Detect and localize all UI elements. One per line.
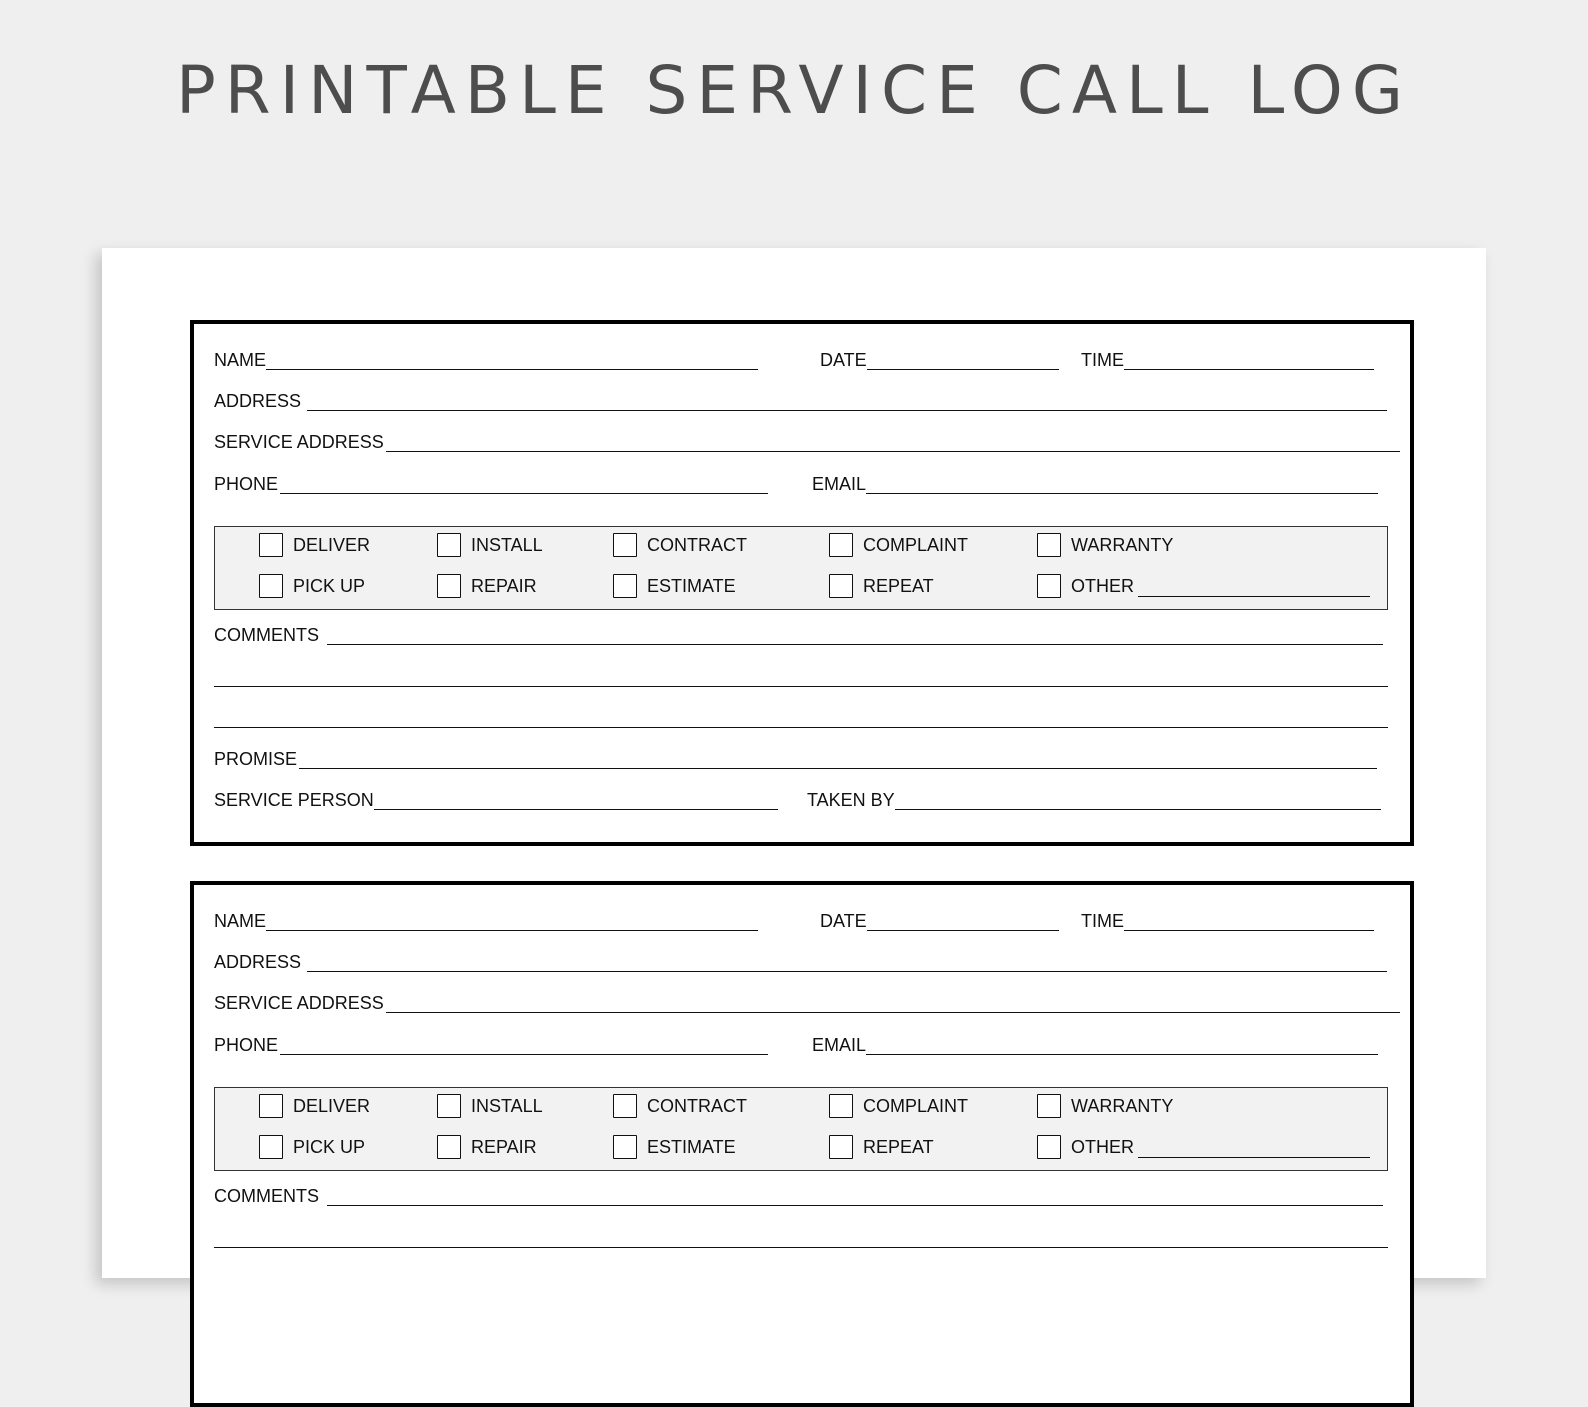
address-label: ADDRESS [214,952,302,972]
other-label: OTHER [1071,1136,1134,1157]
comments-row [214,1178,1383,1208]
install-label: INSTALL [471,1095,543,1116]
complaint-checkbox[interactable] [829,533,853,557]
address-label: ADDRESS [214,391,302,411]
service-person-field[interactable] [374,808,778,810]
comments-field[interactable] [327,1204,1383,1206]
comments-label: COMMENTS [214,1186,319,1206]
estimate-checkbox[interactable] [613,1135,637,1159]
repair-option[interactable] [437,1135,537,1159]
estimate-label: ESTIMATE [647,575,736,596]
pick-up-option[interactable] [259,1135,365,1159]
address-row [214,944,1387,974]
time-field[interactable] [1124,929,1374,931]
taken-by-field[interactable] [895,808,1381,810]
estimate-checkbox[interactable] [613,574,637,598]
complaint-checkbox[interactable] [829,1094,853,1118]
contract-label: CONTRACT [647,1095,747,1116]
service-address-label: SERVICE ADDRESS [214,993,384,1013]
phone-label: PHONE [214,474,279,494]
service-type-panel [214,1087,1388,1171]
install-option[interactable] [437,533,543,557]
deliver-checkbox[interactable] [259,533,283,557]
estimate-label: ESTIMATE [647,1136,736,1157]
address-row [214,383,1387,413]
time-row [1081,342,1374,372]
repair-label: REPAIR [471,575,537,596]
time-label: TIME [1081,350,1124,370]
address-field[interactable] [307,409,1387,411]
contract-option[interactable] [613,533,747,557]
complaint-label: COMPLAINT [863,1095,969,1116]
repeat-label: REPEAT [863,575,934,596]
service-address-row [214,985,1400,1015]
date-row [820,903,1059,933]
name-row [214,903,758,933]
phone-label: PHONE [214,1035,279,1055]
repeat-checkbox[interactable] [829,574,853,598]
email-label: EMAIL [812,1035,867,1055]
contract-label: CONTRACT [647,534,747,555]
service-address-field[interactable] [386,1011,1400,1013]
repeat-checkbox[interactable] [829,1135,853,1159]
other-label: OTHER [1071,575,1134,596]
install-option[interactable] [437,1094,543,1118]
contract-checkbox[interactable] [613,533,637,557]
complaint-label: COMPLAINT [863,534,969,555]
other-checkbox[interactable] [1037,574,1061,598]
date-field[interactable] [867,929,1059,931]
other-field[interactable] [1138,1156,1370,1158]
email-row [812,1027,1378,1057]
phone-field[interactable] [280,492,768,494]
estimate-option[interactable] [613,1135,736,1159]
complaint-option[interactable] [829,1094,968,1118]
comments-field[interactable] [327,643,1383,645]
estimate-option[interactable] [613,574,736,598]
name-field[interactable] [266,929,758,931]
warranty-label: WARRANTY [1071,534,1174,555]
warranty-checkbox[interactable] [1037,533,1061,557]
promise-row [214,741,1377,771]
service-address-row [214,424,1400,454]
other-checkbox[interactable] [1037,1135,1061,1159]
deliver-label: DELIVER [293,534,371,555]
repair-option[interactable] [437,574,537,598]
email-row [812,466,1378,496]
other-field[interactable] [1138,595,1370,597]
deliver-label: DELIVER [293,1095,371,1116]
deliver-checkbox[interactable] [259,1094,283,1118]
phone-row [214,1027,768,1057]
name-label: NAME [214,911,267,931]
service-person-label: SERVICE PERSON [214,790,374,810]
promise-label: PROMISE [214,749,298,769]
deliver-option[interactable] [259,1094,370,1118]
repair-label: REPAIR [471,1136,537,1157]
comments-line-2[interactable] [214,1247,1388,1248]
repair-checkbox[interactable] [437,1135,461,1159]
phone-row [214,466,768,496]
install-label: INSTALL [471,534,543,555]
other-option[interactable] [1037,574,1370,598]
service-person-row [214,782,778,812]
pick-up-checkbox[interactable] [259,574,283,598]
pick-up-label: PICK UP [293,1136,366,1157]
email-label: EMAIL [812,474,867,494]
comments-line-3[interactable] [214,727,1388,728]
time-field[interactable] [1124,368,1374,370]
comments-label: COMMENTS [214,625,319,645]
date-label: DATE [820,350,867,370]
address-field[interactable] [307,970,1387,972]
pick-up-checkbox[interactable] [259,1135,283,1159]
service-call-entry-2 [190,881,1414,1407]
warranty-label: WARRANTY [1071,1095,1174,1116]
complaint-option[interactable] [829,533,968,557]
deliver-option[interactable] [259,533,370,557]
taken-by-label: TAKEN BY [807,790,895,810]
phone-field[interactable] [280,1053,768,1055]
install-checkbox[interactable] [437,533,461,557]
email-field[interactable] [866,1053,1378,1055]
taken-by-row [807,782,1381,812]
email-field[interactable] [866,492,1378,494]
page-title: PRINTABLE SERVICE CALL LOG [175,52,1413,129]
warranty-option[interactable] [1037,533,1173,557]
repeat-option[interactable] [829,574,934,598]
install-checkbox[interactable] [437,1094,461,1118]
repair-checkbox[interactable] [437,574,461,598]
service-address-label: SERVICE ADDRESS [214,432,384,452]
comments-row [214,617,1383,647]
other-option[interactable] [1037,1135,1370,1159]
warranty-checkbox[interactable] [1037,1094,1061,1118]
name-row [214,342,758,372]
time-label: TIME [1081,911,1124,931]
pick-up-option[interactable] [259,574,365,598]
contract-option[interactable] [613,1094,747,1118]
time-row [1081,903,1374,933]
comments-line-2[interactable] [214,686,1388,687]
date-row [820,342,1059,372]
repeat-option[interactable] [829,1135,934,1159]
warranty-option[interactable] [1037,1094,1173,1118]
contract-checkbox[interactable] [613,1094,637,1118]
date-field[interactable] [867,368,1059,370]
repeat-label: REPEAT [863,1136,934,1157]
service-address-field[interactable] [386,450,1400,452]
service-call-entry-1 [190,320,1414,846]
name-field[interactable] [266,368,758,370]
service-type-panel [214,526,1388,610]
name-label: NAME [214,350,267,370]
promise-field[interactable] [299,767,1377,769]
date-label: DATE [820,911,867,931]
pick-up-label: PICK UP [293,575,366,596]
